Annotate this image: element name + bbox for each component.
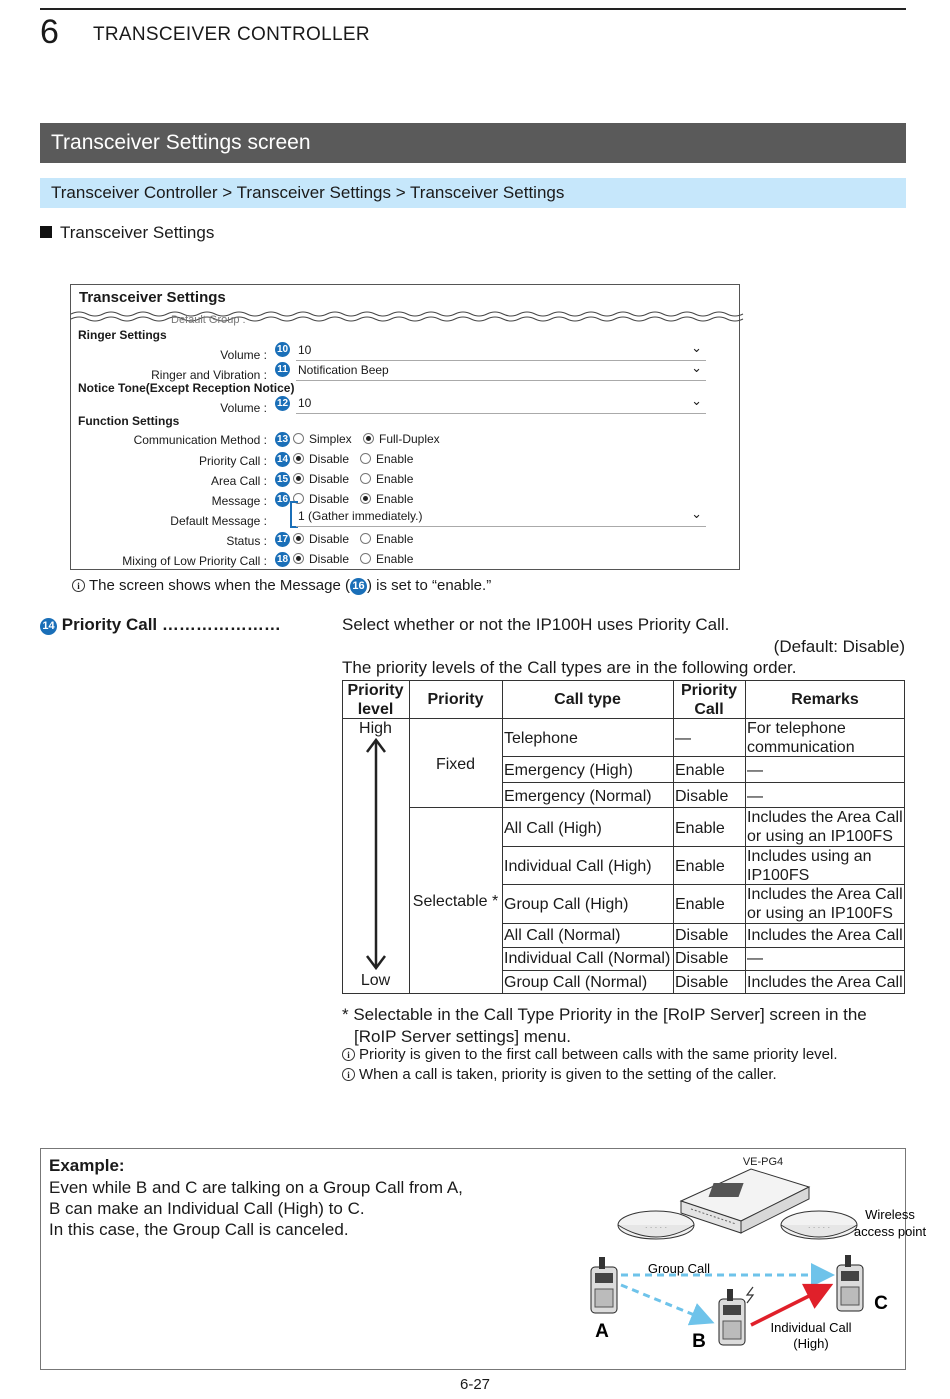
priority-arrow-icon <box>364 738 388 970</box>
example-title: Example: <box>49 1156 125 1175</box>
radio-label: Disable <box>309 452 350 466</box>
radio-label: Enable <box>376 532 414 546</box>
call-type-cell: Individual Call (High) <box>504 858 652 875</box>
radio-icon <box>360 473 371 484</box>
access-point-icon <box>618 1211 694 1239</box>
transceiver-b-icon <box>719 1289 745 1345</box>
priority-call-label: Priority Call : <box>198 454 267 468</box>
label-b: B <box>692 1331 706 1352</box>
square-bullet-icon <box>40 226 52 238</box>
priority-call-cell: Disable <box>675 950 729 967</box>
remarks-cell: — <box>747 788 763 805</box>
radio-icon <box>360 533 371 544</box>
radio-priority-disable[interactable] <box>293 452 349 466</box>
notice-volume-value: 10 <box>298 396 312 410</box>
panel-title: Transceiver Settings <box>79 289 226 306</box>
remarks-cell: Includes the Area Call or using an IP100FS <box>747 809 903 845</box>
network-diagram <box>541 1149 927 1369</box>
notice-volume-select[interactable] <box>296 393 706 414</box>
chapter-number: 6 <box>40 13 59 51</box>
callout-17: 17 <box>276 534 289 545</box>
volume-label: Volume : <box>220 401 267 415</box>
remarks-cell: — <box>747 762 763 779</box>
example-line: B can make an Individual Call (High) to C. <box>49 1199 365 1218</box>
notice-tone-heading: Notice Tone(Except Reception Notice) <box>78 381 295 395</box>
radio-area-disable[interactable] <box>293 472 349 486</box>
ap-label-1: Wireless <box>865 1207 915 1222</box>
item-heading <box>40 615 281 635</box>
remarks-cell: For telephone communication <box>747 720 855 756</box>
callout-18: 18 <box>276 554 289 565</box>
settings-screenshot-panel <box>70 284 740 570</box>
chevron-down-icon: ⌄ <box>691 506 702 521</box>
chevron-down-icon: ⌄ <box>691 340 702 355</box>
item-description: Select whether or not the IP100H uses Priority Call. <box>342 615 730 634</box>
svg-text:· · · · ·: · · · · · <box>807 1223 831 1232</box>
radio-full-duplex[interactable] <box>363 432 440 446</box>
callout-16-inline: 16 <box>350 578 367 595</box>
note-text: When a call is taken, priority is given to the setting of the caller. <box>359 1066 777 1083</box>
remarks-cell: Includes using an IP100FS <box>747 848 872 884</box>
priority-table <box>342 680 905 994</box>
page-number: 6-27 <box>459 1376 491 1393</box>
label-c: C <box>874 1293 888 1314</box>
priority-call-cell: Disable <box>675 927 729 944</box>
callout-10: 10 <box>276 344 289 355</box>
radio-icon <box>293 533 304 544</box>
radio-icon <box>293 433 304 444</box>
transceiver-a-icon <box>591 1257 617 1313</box>
header-priority-level: Priority level <box>347 682 404 718</box>
remarks-cell: — <box>747 950 763 967</box>
volume-label: Volume : <box>220 348 267 362</box>
level-high: High <box>359 720 392 737</box>
screen-note-text-end: ) is set to “enable.” <box>366 577 492 594</box>
note-text: Priority is given to the first call between calls with the same priority level. <box>359 1046 838 1063</box>
default-message-value: 1 (Gather immediately.) <box>298 509 423 523</box>
info-icon: i <box>342 1068 355 1081</box>
item-default: (Default: Disable) <box>773 637 905 656</box>
ap-label-2: access point <box>853 1224 927 1239</box>
footnote <box>342 1004 867 1048</box>
access-point-icon <box>781 1211 857 1239</box>
mixing-label: Mixing of Low Priority Call : <box>122 554 267 568</box>
header-priority-call: Priority Call <box>680 682 737 718</box>
communication-method-label: Communication Method : <box>133 433 267 447</box>
footnote-line: [RoIP Server settings] menu. <box>354 1027 572 1046</box>
radio-label: Disable <box>309 552 350 566</box>
ringer-vibration-value: Notification Beep <box>298 363 389 377</box>
callout-14: 14 <box>276 454 289 465</box>
radio-mixing-enable[interactable] <box>360 552 413 566</box>
call-type-cell: Group Call (Normal) <box>504 974 648 991</box>
radio-area-enable[interactable] <box>360 472 413 486</box>
call-type-cell: Emergency (Normal) <box>504 788 652 805</box>
priority-call-cell: Enable <box>675 820 725 837</box>
example-box <box>40 1148 927 1370</box>
callout-12: 12 <box>276 398 289 409</box>
area-call-label: Area Call : <box>210 474 267 488</box>
radio-message-disable[interactable] <box>293 492 349 506</box>
transceiver-c-icon <box>837 1255 863 1311</box>
individual-call-label: Individual Call <box>770 1320 852 1335</box>
label-a: A <box>595 1321 609 1342</box>
group-selectable: Selectable * <box>412 893 499 910</box>
default-message-label: Default Message : <box>170 514 267 528</box>
signal-icon <box>747 1287 753 1303</box>
info-icon: i <box>342 1048 355 1061</box>
section-heading-text: Transceiver Settings <box>60 223 215 242</box>
header-remarks: Remarks <box>791 691 859 708</box>
group-fixed: Fixed <box>435 756 476 773</box>
radio-icon <box>293 473 304 484</box>
example-line: In this case, the Group Call is canceled. <box>49 1220 349 1239</box>
callout-11: 11 <box>275 362 290 377</box>
radio-mixing-disable[interactable] <box>293 552 349 566</box>
screen-note <box>72 577 491 595</box>
radio-icon <box>360 553 371 564</box>
note <box>342 1066 777 1083</box>
radio-label: Enable <box>376 492 414 506</box>
ringer-vibration-label: Ringer and Vibration : <box>151 368 267 382</box>
ringer-vibration-select[interactable] <box>296 360 706 381</box>
radio-status-disable[interactable] <box>293 532 349 546</box>
callout-13: 13 <box>276 434 289 445</box>
item-title: Priority Call ………………… <box>61 615 281 634</box>
radio-priority-enable[interactable] <box>360 452 413 466</box>
breadcrumb: Transceiver Controller > Transceiver Settings > Transceiver Settings <box>40 178 906 208</box>
volume-select[interactable] <box>296 340 706 361</box>
function-settings-heading: Function Settings <box>78 414 180 428</box>
radio-status-enable[interactable] <box>360 532 413 546</box>
header-priority: Priority <box>427 691 484 708</box>
call-type-cell: Emergency (High) <box>504 762 633 779</box>
radio-label: Enable <box>376 552 414 566</box>
order-description: The priority levels of the Call types are in the following order. <box>342 658 797 677</box>
footnote-line: * Selectable in the Call Type Priority in the [RoIP Server] screen in the <box>342 1005 867 1024</box>
priority-call-cell: — <box>675 730 691 747</box>
info-icon: i <box>72 579 85 592</box>
example-line: Even while B and C are talking on a Group Call from A, <box>49 1178 463 1197</box>
radio-icon <box>360 493 371 504</box>
radio-label: Full-Duplex <box>379 432 440 446</box>
radio-message-enable[interactable] <box>360 492 413 506</box>
screen-title-bar: Transceiver Settings screen <box>40 123 906 163</box>
chapter-title: TRANSCEIVER CONTROLLER <box>93 24 370 45</box>
level-low: Low <box>360 972 391 989</box>
priority-call-cell: Disable <box>675 788 729 805</box>
callout-14-badge: 14 <box>40 618 57 635</box>
svg-text:· · · · ·: · · · · · <box>644 1223 668 1232</box>
status-label: Status : <box>226 534 267 548</box>
default-message-select[interactable] <box>296 506 706 527</box>
chevron-down-icon: ⌄ <box>691 360 702 375</box>
radio-label: Disable <box>309 492 350 506</box>
priority-call-cell: Enable <box>675 762 725 779</box>
screen-note-text: The screen shows when the Message ( <box>89 577 350 594</box>
ringer-settings-heading: Ringer Settings <box>78 328 167 342</box>
radio-icon <box>360 453 371 464</box>
call-type-cell: All Call (Normal) <box>504 927 621 944</box>
call-type-cell: All Call (High) <box>504 820 602 837</box>
radio-icon <box>293 553 304 564</box>
radio-label: Simplex <box>309 432 352 446</box>
radio-icon <box>363 433 374 444</box>
top-rule <box>40 8 906 10</box>
section-heading <box>40 223 214 243</box>
message-label: Message : <box>211 494 267 508</box>
call-type-cell: Individual Call (Normal) <box>504 950 671 967</box>
radio-icon <box>293 453 304 464</box>
note <box>342 1046 838 1063</box>
callout-15: 15 <box>276 474 289 485</box>
group-call-label: Group Call <box>647 1261 711 1276</box>
partial-row: Default Group : <box>171 314 246 326</box>
remarks-cell: Includes the Area Call <box>747 927 903 944</box>
radio-label: Disable <box>309 532 350 546</box>
priority-call-cell: Enable <box>675 858 725 875</box>
header-call-type: Call type <box>554 691 621 708</box>
radio-label: Enable <box>376 452 414 466</box>
call-type-cell: Telephone <box>504 730 578 747</box>
radio-simplex[interactable] <box>293 432 352 446</box>
radio-label: Enable <box>376 472 414 486</box>
callout-16: 16 <box>276 494 289 505</box>
individual-call-label-2: (High) <box>793 1336 829 1351</box>
priority-call-cell: Disable <box>675 974 729 991</box>
priority-call-cell: Enable <box>675 896 725 913</box>
remarks-cell: Includes the Area Call or using an IP100FS <box>747 886 903 922</box>
chevron-down-icon: ⌄ <box>691 393 702 408</box>
volume-value: 10 <box>298 343 312 357</box>
radio-label: Disable <box>309 472 350 486</box>
remarks-cell: Includes the Area Call <box>747 974 903 991</box>
device-label: VE-PG4 <box>742 1156 784 1168</box>
call-type-cell: Group Call (High) <box>504 896 629 913</box>
